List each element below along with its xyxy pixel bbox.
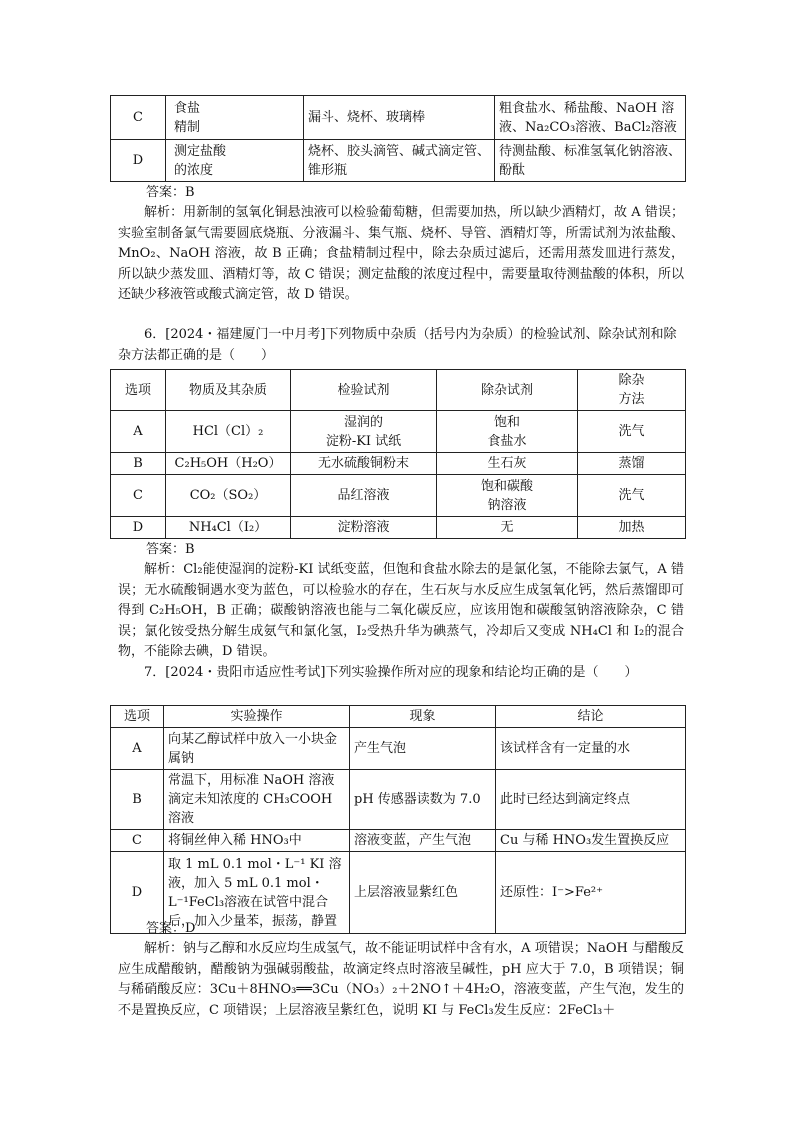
cell: 待测盐酸、标准氢氧化钠溶液、酚酞	[495, 140, 686, 182]
cell: C₂H₅OH（H₂O）	[166, 453, 291, 475]
cell: 湿润的 淀粉-KI 试纸	[291, 411, 437, 453]
cell: D	[111, 517, 166, 539]
impurity-table	[110, 369, 686, 539]
cell: 还原性：I⁻>Fe²⁺	[496, 852, 686, 934]
table-row	[111, 453, 686, 475]
header-cell: 检验试剂	[291, 370, 437, 411]
cell: 常温下，用标准 NaOH 溶液滴定未知浓度的 CH₃COOH 溶液	[164, 770, 350, 830]
cell: B	[111, 770, 164, 830]
header-cell: 结论	[496, 706, 686, 728]
analysis-q7: 解析：钠与乙醇和水反应均生成氢气，故不能证明试样中含有水，A 项错误；NaOH 与醋酸反应生成醋酸钠，醋酸钠为强碱弱酸盐，故滴定终点时溶液呈碱性，pH 应大于 7.0，B 项错误；铜与稀硝酸反应：3Cu＋8HNO₃══3Cu（NO₃）₂＋2NO↑＋4H₂O，溶液变蓝，产生气泡，发生的不是置换反应，C 项错误；上层溶液呈紫红色，说明 KI 与 FeCl₃发生反应：2FeCl₃＋	[118, 941, 684, 1018]
cell: Cu 与稀 HNO₃发生置换反应	[496, 830, 686, 852]
table-row	[111, 852, 686, 934]
cell: 测定盐酸 的浓度	[166, 140, 304, 182]
cell: D	[111, 140, 166, 182]
header-cell: 除杂 方法	[578, 370, 686, 411]
cell: 粗食盐水、稀盐酸、NaOH 溶液、Na₂CO₃溶液、BaCl₂溶液	[495, 96, 686, 140]
cell: C	[111, 830, 164, 852]
cell: 生石灰	[437, 453, 578, 475]
table-row	[111, 96, 686, 140]
cell: 烧杯、胶头滴管、碱式滴定管、锥形瓶	[304, 140, 495, 182]
cell: pH 传感器读数为 7.0	[350, 770, 496, 830]
cell: 无水硫酸铜粉末	[291, 453, 437, 475]
cell: C	[111, 475, 166, 517]
analysis-q5: 解析：用新制的氢氧化铜悬浊液可以检验葡萄糖，但需要加热，所以缺少酒精灯，故 A 错误；实验室制备氯气需要圆底烧瓶、分液漏斗、集气瓶、烧杯、导管、酒精灯等，所需试剂为浓盐酸、MnO₂、NaOH 溶液，故 B 正确；食盐精制过程中，除去杂质过滤后，还需用蒸发皿进行蒸发，所以缺少蒸发皿、酒精灯等，故 C 错误；测定盐酸的浓度过程中，需要量取待测盐酸的体积，所以还缺少移液管或酸式滴定管，故 D 错误。	[118, 205, 684, 302]
table-header-row	[111, 370, 686, 411]
header-cell: 现象	[350, 706, 496, 728]
header-cell: 物质及其杂质	[166, 370, 291, 411]
question-7: 7．[2024・贵阳市适应性考试]下列实验操作所对应的现象和结论均正确的是（ ）	[144, 665, 638, 680]
cell: 洗气	[578, 411, 686, 453]
cell: NH₄Cl（I₂）	[166, 517, 291, 539]
cell: 无	[437, 517, 578, 539]
cell: D	[111, 852, 164, 934]
table-row	[111, 830, 686, 852]
experiment-table	[110, 705, 686, 934]
cell: 蒸馏	[578, 453, 686, 475]
cell: C	[111, 96, 166, 140]
table-row	[111, 475, 686, 517]
header-cell: 选项	[111, 370, 166, 411]
answer-q5: 答案：B	[146, 185, 195, 200]
cell: 产生气泡	[350, 728, 496, 770]
cell: 取 1 mL 0.1 mol・L⁻¹ KI 溶液，加入 5 mL 0.1 mol・L⁻¹FeCl₃溶液在试管中混合后，加入少量苯，振荡，静置	[164, 852, 350, 934]
cell: 向某乙醇试样中放入一小块金属钠	[164, 728, 350, 770]
cell: 此时已经达到滴定终点	[496, 770, 686, 830]
table-row	[111, 517, 686, 539]
cell: 将铜丝伸入稀 HNO₃中	[164, 830, 350, 852]
table-row	[111, 411, 686, 453]
cell: CO₂（SO₂）	[166, 475, 291, 517]
table-row	[111, 770, 686, 830]
cell: 溶液变蓝，产生气泡	[350, 830, 496, 852]
table-row	[111, 140, 686, 182]
apparatus-table	[110, 95, 686, 182]
answer-q6: 答案：B	[146, 542, 195, 557]
header-cell: 除杂试剂	[437, 370, 578, 411]
table-row	[111, 728, 686, 770]
cell: A	[111, 411, 166, 453]
cell: 漏斗、烧杯、玻璃棒	[304, 96, 495, 140]
cell: A	[111, 728, 164, 770]
cell: 饱和碳酸 钠溶液	[437, 475, 578, 517]
cell: 加热	[578, 517, 686, 539]
question-6: 6．[2024・福建厦门一中月考]下列物质中杂质（括号内为杂质）的检验试剂、除杂试剂和除杂方法都正确的是（ ）	[118, 327, 677, 363]
cell: 该试样含有一定量的水	[496, 728, 686, 770]
cell: 食盐 精制	[166, 96, 304, 140]
table-header-row	[111, 706, 686, 728]
answer-q7: 答案：D	[146, 921, 196, 936]
cell: 品红溶液	[291, 475, 437, 517]
cell: HCl（Cl）₂	[166, 411, 291, 453]
cell: 饱和 食盐水	[437, 411, 578, 453]
cell: 上层溶液显紫红色	[350, 852, 496, 934]
cell: B	[111, 453, 166, 475]
header-cell: 选项	[111, 706, 164, 728]
header-cell: 实验操作	[164, 706, 350, 728]
cell: 洗气	[578, 475, 686, 517]
cell: 淀粉溶液	[291, 517, 437, 539]
analysis-q6: 解析：Cl₂能使湿润的淀粉-KI 试纸变蓝，但饱和食盐水除去的是氯化氢，不能除去氯气，A 错误；无水硫酸铜遇水变为蓝色，可以检验水的存在，生石灰与水反应生成氢氧化钙，然后蒸馏即可得到 C₂H₅OH，B 正确；碳酸钠溶液也能与二氧化碳反应，应该用饱和碳酸氢钠溶液除杂，C 错误；氯化铵受热分解生成氨气和氯化氢，I₂受热升华为碘蒸气，冷却后又变成 NH₄Cl 和 I₂的混合物，不能除去碘，D 错误。	[118, 562, 684, 659]
